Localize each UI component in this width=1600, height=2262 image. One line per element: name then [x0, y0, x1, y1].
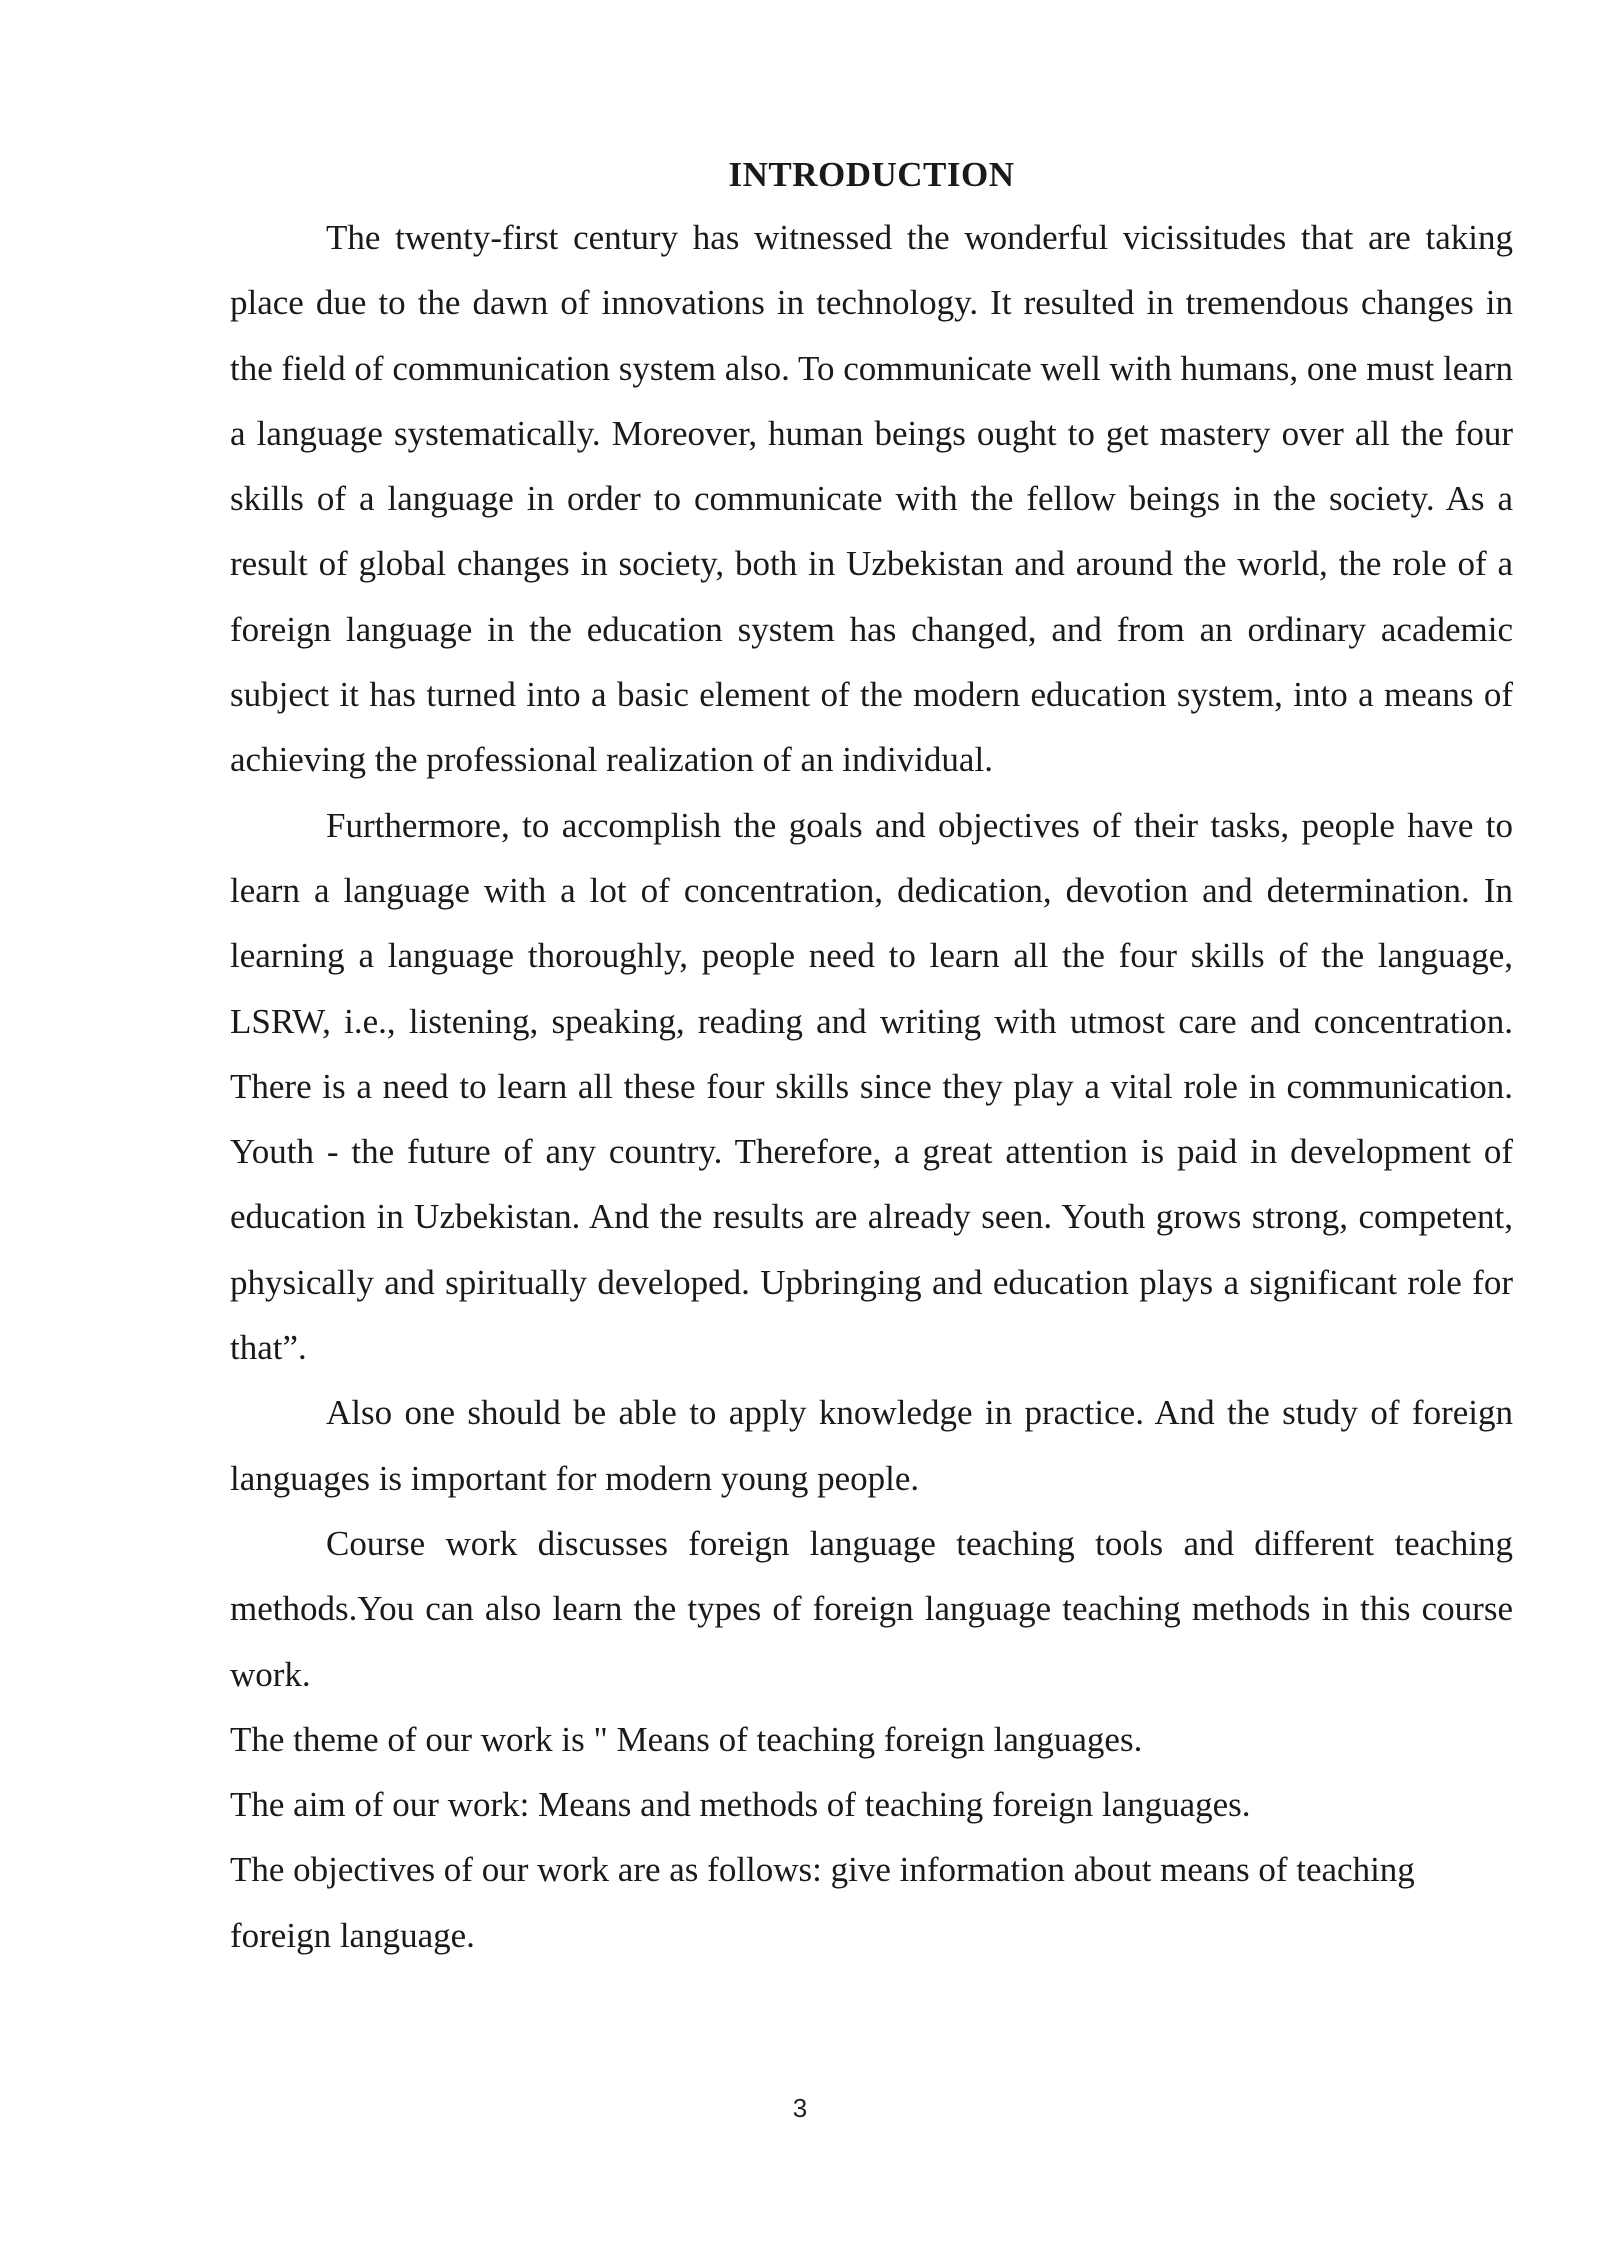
- section-heading: INTRODUCTION: [728, 155, 1015, 194]
- body-paragraph: The twenty-first century has witnessed the wonderful vicissitudes that are taking place due to the dawn of innovations in technology. It resulted in tremendous changes in the field of communication system also. To communicate well with humans, one must learn a language systematically. Moreover, human beings ought to get mastery over all the four skills of a language in order to communicate with the fellow beings in the society. As a result of global changes in society, both in Uzbekistan and around the world, the role of a foreign language in the education system has changed, and from an ordinary academic subject it has turned into a basic element of the modern education system, into a means of achieving the professional realization of an individual.: [230, 218, 1513, 780]
- page-content: [230, 150, 1513, 1968]
- body-paragraph: Also one should be able to apply knowledge in practice. And the study of foreign languages is important for modern young people.: [230, 1393, 1513, 1498]
- page-number: 3: [792, 2093, 808, 2123]
- body-paragraph: Furthermore, to accomplish the goals and objectives of their tasks, people have to learn a language with a lot of concentration, dedication, devotion and determination. In learning a language thoroughly, people need to learn all the four skills of the language, LSRW, i.e., listening, speaking, reading and writing with utmost care and concentration. There is a need to learn all these four skills since they play a vital role in communication. Youth - the future of any country. Therefore, a great attention is paid in development of education in Uzbekistan. And the results are already seen. Youth grows strong, competent, physically and spiritually developed. Upbringing and education plays a significant role for that”.: [230, 805, 1513, 1368]
- objectives-statement: The objectives of our work are as follows: give information about means of teaching foreign language.: [230, 1850, 1415, 1955]
- body-paragraph: Course work discusses foreign language teaching tools and different teaching methods.You can also learn the types of foreign language teaching methods in this course work.: [230, 1523, 1513, 1694]
- theme-statement: The theme of our work is " Means of teaching foreign languages.: [230, 1719, 1143, 1759]
- aim-statement: The aim of our work: Means and methods of teaching foreign languages.: [230, 1785, 1251, 1825]
